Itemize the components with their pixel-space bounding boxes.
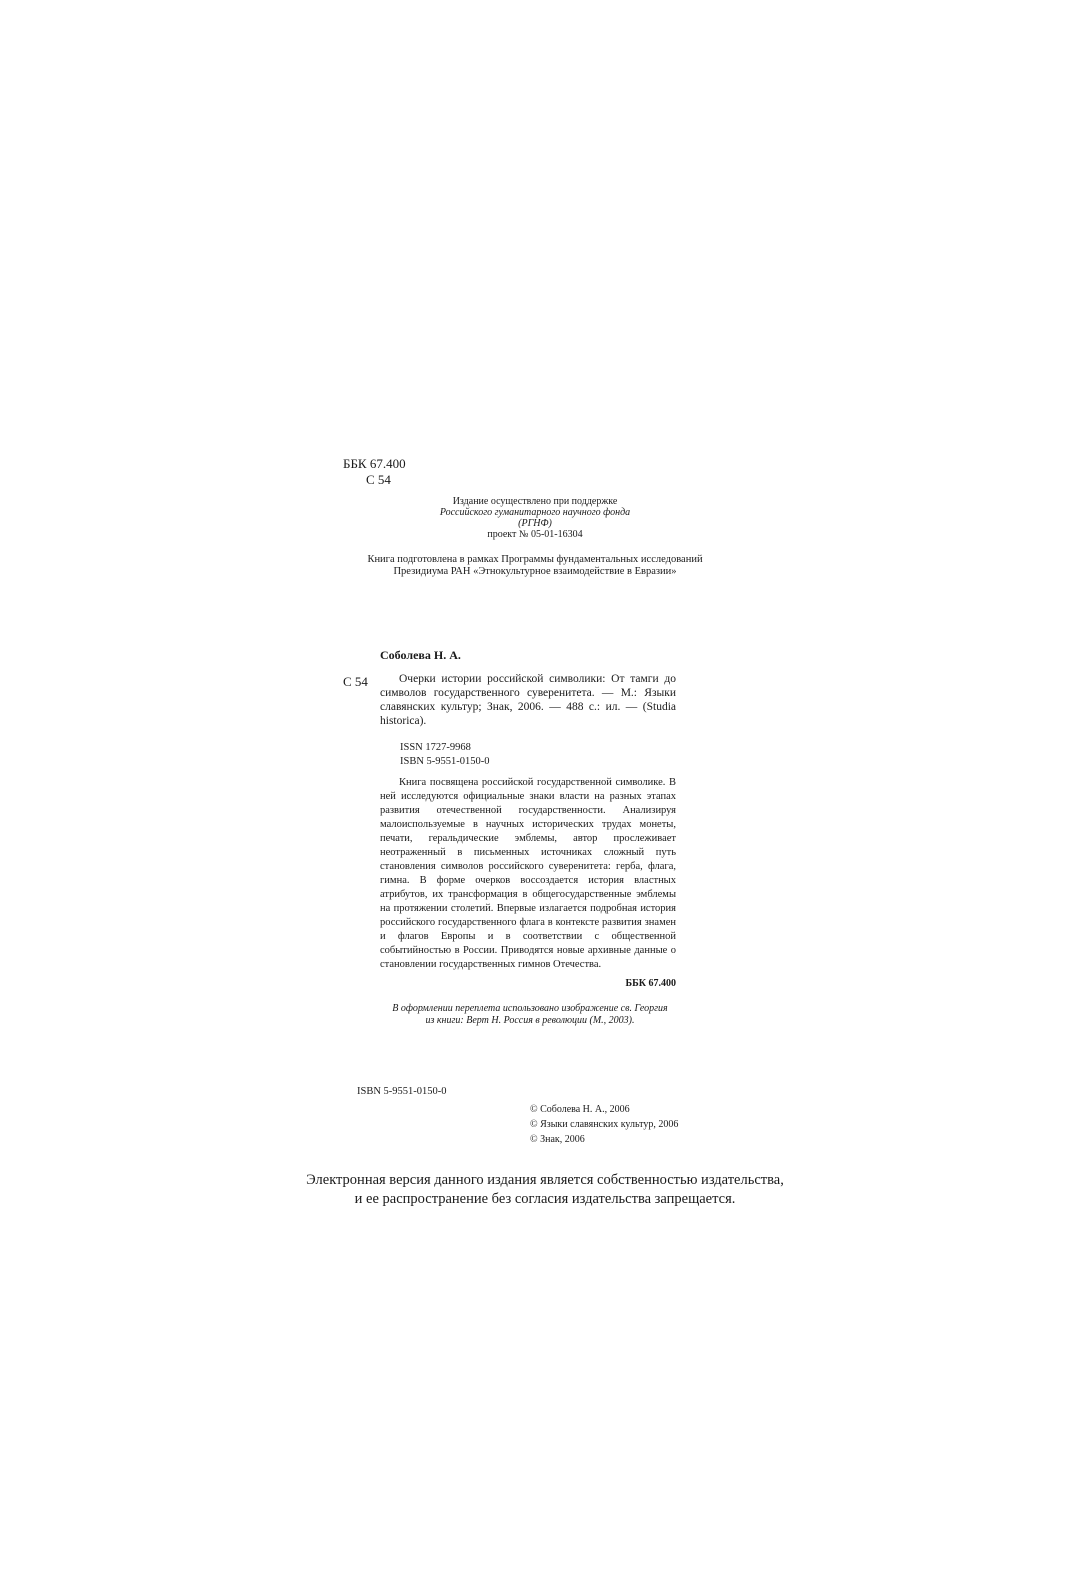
support-note-fund: Российского гуманитарного научного фонда (439, 507, 631, 518)
support-note-project: проект № 05-01-16304 (487, 529, 583, 540)
author-mark-header: С 54 (366, 472, 391, 487)
copyright-line: © Соболева Н. А., 2006 (530, 1104, 630, 1115)
book-annotation: Книга посвящена российской государственной символике. В ней исследуются официальные знаки власти на разных этапах развития отечественной государственности. Анализируя малоиспользуемые в научных исторических трудах монеты, печати, геральдические эмблемы, автор прослеживает неотраженный в письменных источниках сложный путь становления символов российского суверенитета: герба, флага, гимна. В форме очерков воссоздается история властных атрибутов, их трансформация в общегосударственные эмблемы на протяжении столетий. Впервые излагается подробная история российского государственного флага в контексте развития знамен и флагов Европы и в соответствии с общественной событийностью в России. Приводятся новые архивные данные о становлении государственных гимнов Отечества. (380, 777, 676, 970)
cover-note-line: В оформлении переплета использовано изображение св. Георгия (392, 1003, 668, 1014)
isbn: ISBN 5-9551-0150-0 (400, 756, 490, 767)
cover-note-line: из книги: Верт Н. Россия в революции (М., 2003). (425, 1015, 635, 1026)
support-note-line: Издание осуществлено при поддержке (452, 496, 618, 507)
support-note-abbr: (РГНФ) (518, 518, 552, 529)
notice-line: Электронная версия данного издания является собственностью издательства, (306, 1172, 784, 1188)
copyright-line: © Языки славянских культур, 2006 (530, 1119, 679, 1130)
program-note-line: Президиума РАН «Этнокультурное взаимодействие в Евразии» (393, 566, 677, 577)
bibliographic-description: Очерки истории российской символики: От тамги до символов государственного суверенитета. — М.: Языки славянских культур; Знак, 2006. — 488 с.: ил. — (Studia historica). (380, 673, 676, 727)
bbk-classification-code: ББК 67.400 (343, 456, 406, 471)
copyright-block (530, 1102, 678, 1147)
isbn-bottom: ISBN 5-9551-0150-0 (357, 1086, 447, 1097)
notice-line: и ее распространение без согласия издательства запрещается. (354, 1191, 736, 1207)
book-author: Соболева Н. А. (380, 648, 461, 662)
bbk-footer-code: ББК 67.400 (625, 978, 676, 989)
support-note (340, 496, 730, 540)
copyright-line: © Знак, 2006 (530, 1134, 585, 1145)
author-mark: С 54 (343, 674, 368, 689)
issn: ISSN 1727-9968 (400, 742, 471, 753)
program-note (340, 554, 730, 578)
identifier-list (400, 741, 490, 769)
electronic-version-notice (300, 1171, 790, 1209)
cover-note (350, 1003, 710, 1027)
program-note-line: Книга подготовлена в рамках Программы фундаментальных исследований (367, 554, 703, 565)
